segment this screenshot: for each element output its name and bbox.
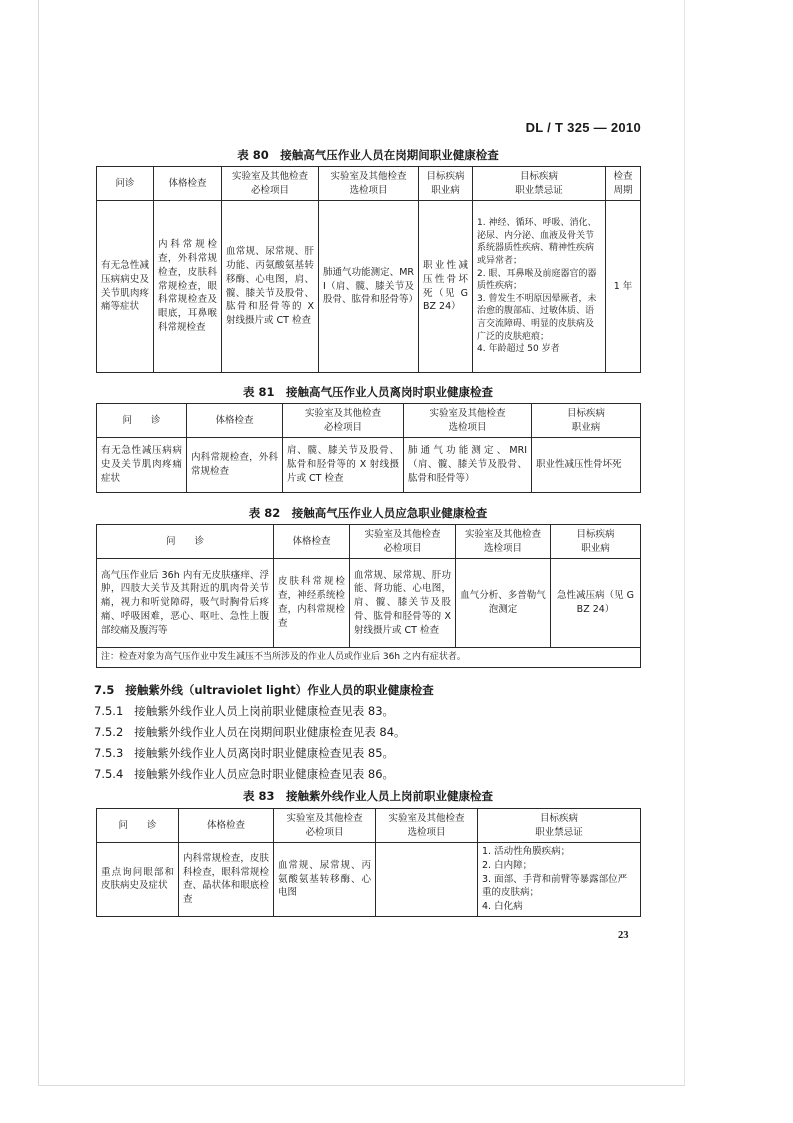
table81-header-optional: 实验室及其他检查 选检项目 [404, 404, 532, 438]
table82-cell-physical: 皮肤科常规检查，神经系统检查，内科常规检查 [274, 559, 350, 648]
table80-cell-physical: 内科常规检查，外科常规检查，皮肤科常规检查，眼科常规检查及眼底，耳鼻喉科常规检查 [154, 201, 222, 373]
table81-cell-optional: 肺通气功能测定、MRI（肩、髋、膝关节及股骨、肱骨和胫骨等） [404, 438, 532, 493]
table83-cell-optional [376, 843, 478, 917]
table82-header-disease: 目标疾病 职业病 [551, 525, 641, 559]
section-item-text: 接触紫外线作业人员在岗期间职业健康检查见表 84。 [134, 725, 406, 739]
table80-caption: 表 80 接触高气压作业人员在岗期间职业健康检查 [237, 148, 499, 162]
section-item-number: 7.5.1 [94, 704, 124, 718]
table82 [96, 524, 641, 668]
table82-cell-disease: 急性减压病（见 GBZ 24） [551, 559, 641, 648]
section-item-number: 7.5.2 [94, 725, 124, 739]
table81 [96, 403, 641, 493]
table80-header-inquiry: 问诊 [97, 167, 154, 201]
table82-header-optional: 实验室及其他检查 选检项目 [456, 525, 551, 559]
table81-header-inquiry: 问 诊 [97, 404, 187, 438]
table80-cell-optional: 肺通气功能测定、MRI（肩、髋、膝关节及股骨、肱骨和胫骨等） [319, 201, 419, 373]
section-item [94, 766, 394, 782]
table82-cell-required: 血常规、尿常规、肝功能、肾功能、心电图，肩、髋、膝关节及股骨、肱骨和胫骨等的 X 射线摄片或 CT 检查 [350, 559, 456, 648]
table81-header-physical: 体格检查 [187, 404, 283, 438]
section-item [94, 703, 394, 719]
table81-cell-required: 肩、髋、膝关节及股骨、肱骨和胫骨等的 X 射线摄片或 CT 检查 [283, 438, 404, 493]
page-edge-bottom [38, 1085, 685, 1086]
table81-cell-disease: 职业性减压性骨坏死 [532, 438, 641, 493]
table82-caption: 表 82 接触高气压作业人员应急职业健康检查 [248, 506, 488, 520]
table83-header-physical: 体格检查 [179, 809, 274, 843]
section-item-text: 接触紫外线作业人员上岗前职业健康检查见表 83。 [134, 704, 395, 718]
table83 [96, 808, 641, 917]
table81-header-required: 实验室及其他检查 必检项目 [283, 404, 404, 438]
section-heading-text: 接触紫外线（ultraviolet light）作业人员的职业健康检查 [125, 683, 434, 697]
section-heading-number: 7.5 [94, 683, 115, 697]
page-edge-right [684, 0, 685, 1085]
table83-caption: 表 83 接触紫外线作业人员上岗前职业健康检查 [242, 789, 493, 803]
table80 [96, 166, 641, 373]
section-item [94, 745, 394, 761]
table83-header-contra: 目标疾病 职业禁忌证 [478, 809, 641, 843]
section-heading [94, 682, 434, 698]
section-item-text: 接触紫外线作业人员离岗时职业健康检查见表 85。 [134, 746, 395, 760]
table80-header-optional: 实验室及其他检查 选检项目 [319, 167, 419, 201]
table80-cell-disease: 职业性减压性骨坏死（见 GBZ 24） [419, 201, 473, 373]
table82-note: 注：检查对象为高气压作业中发生减压不当所涉及的作业人员或作业后 36h 之内有症状者。 [97, 648, 641, 668]
table82-header-physical: 体格检查 [274, 525, 350, 559]
table80-cell-period: 1 年 [606, 201, 641, 373]
table80-header-period: 检查 周期 [606, 167, 641, 201]
table83-header-inquiry: 问 诊 [97, 809, 179, 843]
page-number: 23 [618, 930, 629, 941]
table80-cell-contra: 1. 神经、循环、呼吸、消化、泌尿、内分泌、血液及骨关节系统器质性疾病、精神性疾病或异常者； 2. 眼、耳鼻喉及前庭器官的器质性疾病； 3. 曾发生不明原因晕厥者，未治愈的腹部疝、过敏体质、语言交流障碍、明显的皮肤病及广泛的皮肤疤痕； 4. 年龄超过 50 岁者 [473, 201, 606, 373]
table80-header-contra: 目标疾病 职业禁忌证 [473, 167, 606, 201]
table81-header-disease: 目标疾病 职业病 [532, 404, 641, 438]
table82-header-required: 实验室及其他检查 必检项目 [350, 525, 456, 559]
document-header: DL / T 325 — 2010 [525, 120, 641, 135]
table83-cell-required: 血常规、尿常规、丙氨酸氨基转移酶、心电图 [274, 843, 376, 917]
table82-cell-inquiry: 高气压作业后 36h 内有无皮肤瘙痒、浮肿，四肢大关节及其附近的肌肉骨关节痛，视力和听觉障碍，吸气时胸骨后疼痛、呼吸困难，恶心、呕吐、急性上腹部绞痛及腹泻等 [97, 559, 274, 648]
table80-cell-required: 血常规、尿常规、肝功能、丙氨酸氨基转移酶、心电图，肩、髋、膝关节及股骨、肱骨和胫骨等的 X 射线摄片或 CT 检查 [222, 201, 319, 373]
table83-header-required: 实验室及其他检查 必检项目 [274, 809, 376, 843]
table82-header-inquiry: 问 诊 [97, 525, 274, 559]
table83-header-optional: 实验室及其他检查 选检项目 [376, 809, 478, 843]
table83-cell-inquiry: 重点询问眼部和皮肤病史及症状 [97, 843, 179, 917]
section-item [94, 724, 406, 740]
table80-header-disease: 目标疾病 职业病 [419, 167, 473, 201]
table83-cell-contra: 1. 活动性角膜疾病； 2. 白内障； 3. 面部、手背和前臂等暴露部位严重的皮肤病； 4. 白化病 [478, 843, 641, 917]
table80-header-required: 实验室及其他检查 必检项目 [222, 167, 319, 201]
section-item-text: 接触紫外线作业人员应急时职业健康检查见表 86。 [134, 767, 395, 781]
page-edge-left [38, 0, 39, 1085]
table81-cell-inquiry: 有无急性减压病病史及关节肌肉疼痛症状 [97, 438, 187, 493]
section-item-number: 7.5.4 [94, 767, 124, 781]
section-item-number: 7.5.3 [94, 746, 124, 760]
table80-cell-inquiry: 有无急性减压病病史及关节肌肉疼痛等症状 [97, 201, 154, 373]
table83-cell-physical: 内科常规检查，皮肤科检查，眼科常规检查、晶状体和眼底检查 [179, 843, 274, 917]
table80-header-physical: 体格检查 [154, 167, 222, 201]
table81-caption: 表 81 接触高气压作业人员离岗时职业健康检查 [242, 385, 493, 399]
table81-cell-physical: 内科常规检查，外科常规检查 [187, 438, 283, 493]
table82-cell-optional: 血气分析、多普勒气泡测定 [456, 559, 551, 648]
